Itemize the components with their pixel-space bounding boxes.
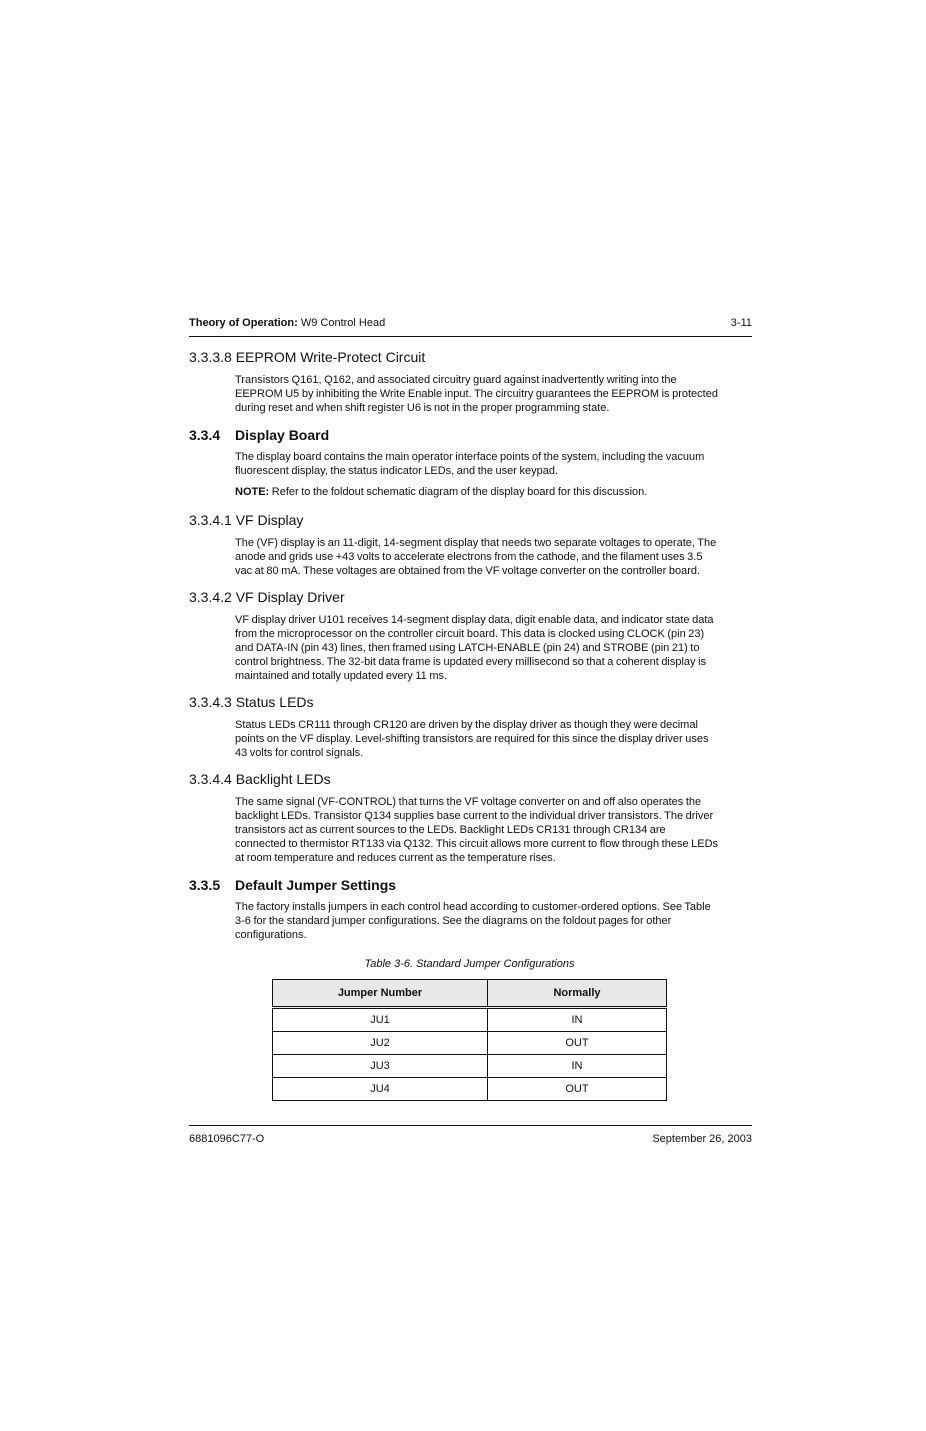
paragraph-3341: The (VF) display is an 11-digit, 14-segment display that needs two separate voltages to operate, The anode and grids use +43 volts to accelerate electrons from the cathode, and the filament uses 3.5 vac at 80 mA. These voltages are obtained from the VF voltage converter on the controller board. bbox=[235, 537, 717, 577]
table-cell: JU4 bbox=[273, 1078, 488, 1101]
table-row bbox=[273, 1032, 667, 1055]
footer-doc-number: 6881096C77-O bbox=[189, 1133, 265, 1145]
table-row bbox=[273, 1055, 667, 1078]
column-header-jumper-number: Jumper Number bbox=[273, 980, 488, 1008]
table-cell: OUT bbox=[488, 1032, 667, 1055]
table-cell: IN bbox=[488, 1008, 667, 1032]
table-cell: OUT bbox=[488, 1078, 667, 1101]
heading-3344: 3.3.4.4 Backlight LEDs bbox=[189, 771, 331, 787]
heading-334: 3.3.4 Display Board bbox=[189, 427, 330, 443]
heading-3341: 3.3.4.1 VF Display bbox=[189, 512, 304, 528]
page-header bbox=[189, 317, 752, 331]
header-page-number: 3-11 bbox=[730, 317, 752, 329]
heading-3342: 3.3.4.2 VF Display Driver bbox=[189, 589, 345, 605]
table-cell: JU2 bbox=[273, 1032, 488, 1055]
table-cell: IN bbox=[488, 1055, 667, 1078]
paragraph-335: The factory installs jumpers in each control head according to customer-ordered options. See Table 3-6 for the standard jumper configurations. See the diagrams on the foldout pages for other configurations. bbox=[235, 901, 711, 941]
paragraph-3342: VF display driver U101 receives 14-segment display data, digit enable data, and indicator state data from the microprocessor on the controller circuit board. This data is clocked using CLOCK (pin 23) and DATA-IN (pin 43) lines, then framed using LATCH-ENABLE (pin 24) and STROBE (pin 21) to control brightness. The 32-bit data frame is updated every millisecond so that a coherent display is maintained and totally updated every 11 ms. bbox=[235, 614, 714, 682]
table-header-row bbox=[273, 980, 667, 1008]
paragraph-3338: Transistors Q161, Q162, and associated circuitry guard against inadvertently writing into the EEPROM U5 by inhibiting the Write Enable input. The circuitry guarantees the EEPROM is protected during reset and when shift register U6 is not in the proper programming state. bbox=[235, 374, 718, 414]
table-caption: Table 3-6. Standard Jumper Configurations bbox=[364, 958, 575, 970]
jumper-table bbox=[272, 979, 667, 1101]
table-cell: JU1 bbox=[273, 1008, 488, 1032]
footer-rule bbox=[189, 1125, 752, 1126]
table-row bbox=[273, 1078, 667, 1101]
footer-date: September 26, 2003 bbox=[652, 1133, 752, 1145]
header-rule bbox=[189, 336, 752, 337]
heading-3338: 3.3.3.8 EEPROM Write-Protect Circuit bbox=[189, 349, 426, 365]
header-title: Theory of Operation: W9 Control Head bbox=[189, 317, 386, 329]
paragraph-334: The display board contains the main operator interface points of the system, including the vacuum fluorescent display, the status indicator LEDs, and the user keypad. bbox=[235, 451, 705, 477]
heading-335: 3.3.5 Default Jumper Settings bbox=[189, 877, 397, 893]
table-cell: JU3 bbox=[273, 1055, 488, 1078]
table-row bbox=[273, 1008, 667, 1032]
heading-3343: 3.3.4.3 Status LEDs bbox=[189, 694, 314, 710]
paragraph-3343: Status LEDs CR111 through CR120 are driven by the display driver as though they were decimal points on the VF display. Level-shifting transistors are required for this since the display driver uses 43 volts for control signals. bbox=[235, 719, 709, 759]
column-header-normally: Normally bbox=[488, 980, 667, 1008]
note-334: NOTE: Refer to the foldout schematic diagram of the display board for this discussion. bbox=[235, 486, 648, 498]
paragraph-3344: The same signal (VF-CONTROL) that turns the VF voltage converter on and off also operates the backlight LEDs. Transistor Q134 supplies base current to the individual driver transistors. The driver transistors act as current sources to the LEDs. Backlight LEDs CR131 through CR134 are connected to thermistor RT133 via Q132. This circuit allows more current to flow through these LEDs at room temperature and reduces current as the temperature rises. bbox=[235, 796, 719, 864]
